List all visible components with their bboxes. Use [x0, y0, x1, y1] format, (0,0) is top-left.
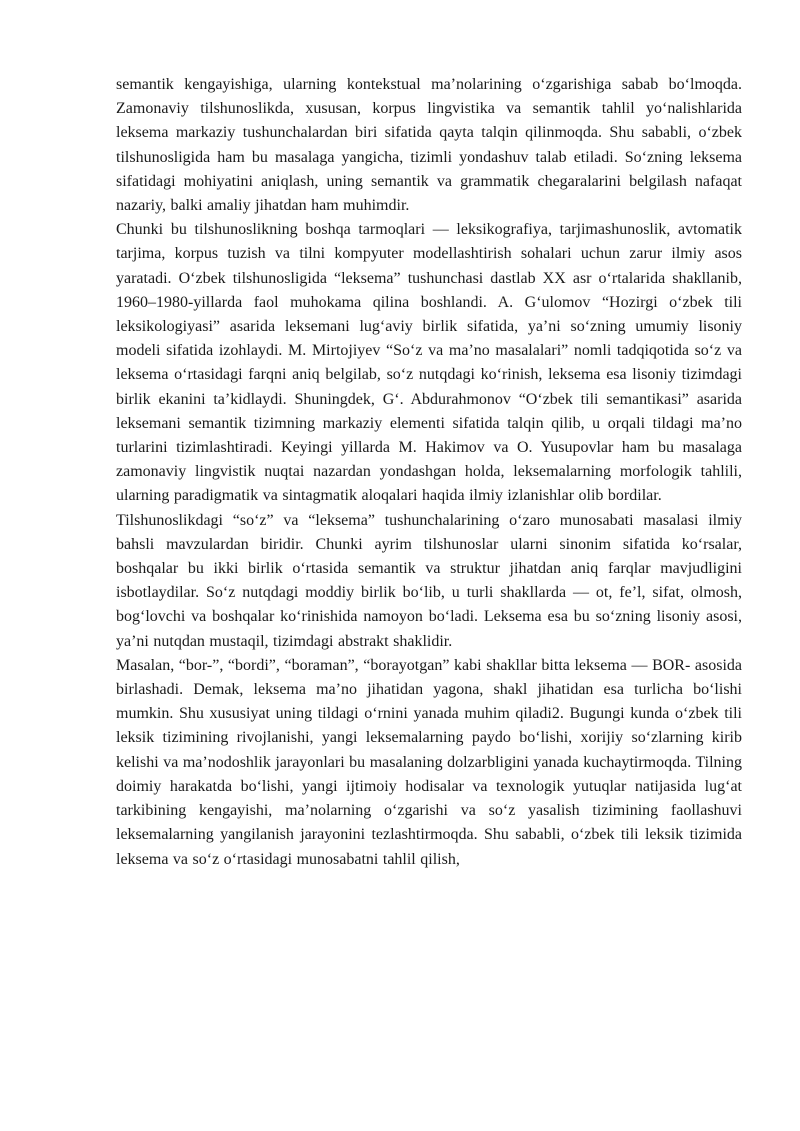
- body-text: [116, 73, 742, 872]
- paragraph-2: Chunki bu tilshunoslikning boshqa tarmoqlari — leksikografiya, tarjimashunoslik, avtomatik tarjima, korpus tuzish va tilni kompyuter modellashtirish sohalari uchun zarur ilmiy asos yaratadi. O‘zbek tilshunosligida “leksema” tushunchasi dastlab XX asr o‘rtalarida shakllanib, 1960–1980-yillarda faol muhokama qilina boshlandi. A. G‘ulomov “Hozirgi o‘zbek tili leksikologiyasi” asarida leksemani lug‘aviy birlik sifatida, ya’ni so‘zning umumiy lisoniy modeli sifatida izohlaydi. M. Mirtojiyev “So‘z va ma’no masalalari” nomli tadqiqotida so‘z va leksema o‘rtasidagi farqni aniq belgilab, so‘z nutqdagi ko‘rinish, leksema esa lisoniy tizimdagi birlik ekanini ta’kidlaydi. Shuningdek, G‘. Abdurahmonov “O‘zbek tili semantikasi” asarida leksemani semantik tizimning markaziy elementi sifatida talqin qilib, u orqali tildagi ma’no turlarini tizimlashtiradi. Keyingi yillarda M. Hakimov va O. Yusupovlar ham bu masalaga zamonaviy lingvistik nuqtai nazardan yondashgan holda, leksemalarning morfologik tahlili, ularning paradigmatik va sintagmatik aloqalari haqida ilmiy izlanishlar olib bordilar.: [116, 221, 742, 505]
- paragraph-1: semantik kengayishiga, ularning kontekstual ma’nolarining o‘zgarishiga sabab bo‘lmoqda. Zamonaviy tilshunoslikda, xususan, korpus lingvistika va semantik tahlil yo‘nalishlarida leksema markaziy tushunchalardan biri sifatida qayta talqin qilinmoqda. Shu sababli, o‘zbek tilshunosligida ham bu masalaga yangicha, tizimli yondashuv talab etiladi. So‘zning leksema sifatidagi mohiyatini aniqlash, uning semantik va grammatik chegaralarini belgilash nafaqat nazariy, balki amaliy jihatdan ham muhimdir.: [116, 76, 742, 215]
- paragraph-3: Tilshunoslikdagi “so‘z” va “leksema” tushunchalarining o‘zaro munosabati masalasi ilmiy bahsli mavzulardan biridir. Chunki ayrim tilshunoslar ularni sinonim sifatida ko‘rsalar, boshqalar bu ikki birlik o‘rtasida semantik va struktur jihatdan aniq farqlar mavjudligini isbotlaydilar. So‘z nutqdagi moddiy birlik bo‘lib, u turli shakllarda — ot, fe’l, sifat, olmosh, bog‘lovchi va boshqalar ko‘rinishida namoyon bo‘ladi. Leksema esa bu so‘zning lisoniy asosi, ya’ni nutqdan mustaqil, tizimdagi abstrakt shaklidir.: [116, 511, 742, 650]
- paragraph-4: Masalan, “bor-”, “bordi”, “boraman”, “borayotgan” kabi shakllar bitta leksema — BOR- asosida birlashadi. Demak, leksema ma’no jihatidan yagona, shakl jihatidan esa turlicha bo‘lishi mumkin. Shu xususiyat uning tildagi o‘rnini yanada muhim qiladi2. Bugungi kunda o‘zbek tili leksik tizimining rivojlanishi, yangi leksemalarning paydo bo‘lishi, xorijiy so‘zlarning kirib kelishi va ma’nodoshlik jarayonlari bu masalaning dolzarbligini yanada kuchaytirmoqda. Tilning doimiy harakatda bo‘lishi, yangi ijtimoiy hodisalar va texnologik yutuqlar natijasida lug‘at tarkibining kengayishi, ma’nolarning o‘zgarishi va so‘z yasalish tizimining faollashuvi leksemalarning yangilanish jarayonini tezlashtirmoqda. Shu sababli, o‘zbek tili leksik tizimida leksema va so‘z o‘rtasidagi munosabatni tahlil qilish,: [116, 656, 742, 868]
